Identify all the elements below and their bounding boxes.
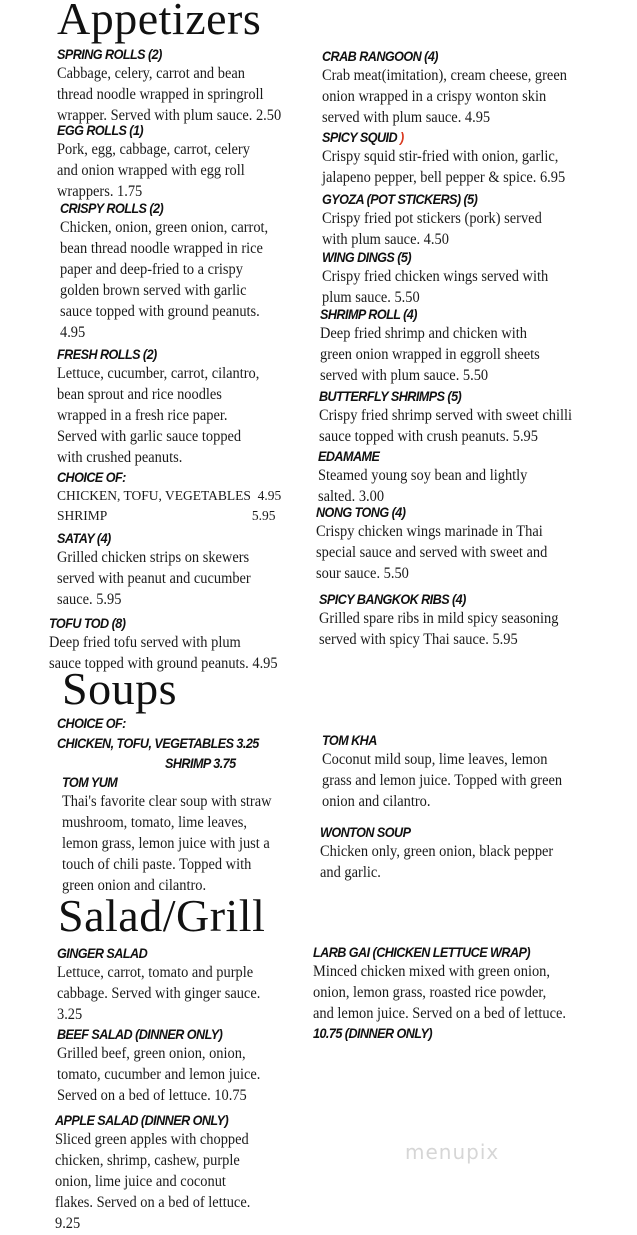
menu-item-description: 4.95 xyxy=(60,324,86,341)
menu-item-description: Grilled beef, green onion, onion, xyxy=(57,1045,246,1062)
menu-item xyxy=(62,773,287,896)
menu-item-name: CRAB RANGOON (4) xyxy=(322,48,438,64)
menu-item-name: WING DINGS (5) xyxy=(322,249,412,265)
menu-item-description: onion and cilantro. xyxy=(322,793,431,810)
menu-item-description: Steamed young soy bean and lightly xyxy=(318,467,528,484)
menu-item xyxy=(318,447,543,507)
menu-item xyxy=(322,47,585,128)
menu-item-description: paper and deep-fried to a crispy xyxy=(60,261,243,278)
menu-item-description: Chicken, onion, green onion, carrot, xyxy=(60,219,269,236)
menu-item-description: wrappers. 1.75 xyxy=(57,183,143,200)
section-title-salad-grill: Salad/Grill xyxy=(58,890,266,941)
menu-option-price: CHICKEN, TOFU, VEGETABLES 4.95 xyxy=(57,488,282,503)
menu-item-description: onion, lime juice and coconut xyxy=(55,1173,226,1190)
menu-item-name: GYOZA (POT STICKERS) (5) xyxy=(322,191,478,207)
menu-item xyxy=(320,305,556,386)
menu-item-description: Deep fried tofu served with plum xyxy=(49,634,241,651)
menu-item-description: lemon grass, lemon juice with just a xyxy=(62,835,270,852)
menu-item-name: SPICY BANGKOK RIBS (4) xyxy=(319,591,466,607)
menu-item-name: LARB GAI (CHICKEN LETTUCE WRAP) xyxy=(313,944,531,960)
menu-item-name: BUTTERFLY SHRIMPS (5) xyxy=(319,388,462,404)
menu-item-price: 10.75 (DINNER ONLY) xyxy=(313,1025,433,1041)
menu-item-description: cabbage. Served with ginger sauce. xyxy=(57,985,261,1002)
menu-item-description: mushroom, tomato, lime leaves, xyxy=(62,814,247,831)
menu-item-description: chicken, shrimp, cashew, purple xyxy=(55,1152,240,1169)
menu-item xyxy=(319,590,576,650)
menu-item-description: Crispy fried shrimp served with sweet chilli xyxy=(319,407,573,424)
menu-item xyxy=(322,731,580,812)
menu-item-name: CHOICE OF: xyxy=(57,715,126,731)
menu-item-description: Crispy fried pot stickers (pork) served xyxy=(322,210,542,227)
menu-item-name: EGG ROLLS (1) xyxy=(57,122,144,138)
menu-item-name: CHOICE OF: xyxy=(57,469,126,485)
menu-item-description: Served with garlic sauce topped xyxy=(57,428,242,445)
menu-item-description: thread noodle wrapped in springroll xyxy=(57,86,264,103)
menu-option-price: CHICKEN, TOFU, VEGETABLES 3.25 xyxy=(57,735,259,751)
menu-item xyxy=(322,248,565,308)
menu-item-name: TOM YUM xyxy=(62,774,118,790)
menu-item-description: onion, lemon grass, roasted rice powder, xyxy=(313,984,547,1001)
menu-item xyxy=(57,529,265,610)
menu-item-description: served with spicy Thai sauce. 5.95 xyxy=(319,631,518,648)
menu-item-description: 9.25 xyxy=(55,1215,81,1232)
menu-item-name: EDAMAME xyxy=(318,448,380,464)
menu-item xyxy=(57,45,298,126)
menu-item-description: Minced chicken mixed with green onion, xyxy=(313,963,550,980)
menu-item-name: FRESH ROLLS (2) xyxy=(57,346,157,362)
menu-item-description: and onion wrapped with egg roll xyxy=(57,162,245,179)
menu-item-description: special sauce and served with sweet and xyxy=(316,544,548,561)
menu-item-name: SPRING ROLLS (2) xyxy=(57,46,162,62)
menu-item-description: onion wrapped in a crispy wonton skin xyxy=(322,88,547,105)
menu-item-description: served with peanut and cucumber xyxy=(57,570,251,587)
menu-item-name: WONTON SOUP xyxy=(320,824,411,840)
menu-item-description: Cabbage, celery, carrot and bean xyxy=(57,65,245,82)
watermark-logo: menupix xyxy=(405,1140,500,1164)
menu-item xyxy=(57,468,281,526)
menu-item-name: GINGER SALAD xyxy=(57,945,148,961)
menu-item-description: Grilled chicken strips on skewers xyxy=(57,549,250,566)
menu-item-description: jalapeno pepper, bell pepper & spice. 6.95 xyxy=(322,169,566,186)
menu-item-description: wrapped in a fresh rice paper. xyxy=(57,407,228,424)
menu-item xyxy=(57,944,276,1025)
menu-item-description: sauce. 5.95 xyxy=(57,591,122,608)
menu-item-description: wrapper. Served with plum sauce. 2.50 xyxy=(57,107,282,124)
menu-item-description: served with plum sauce. 5.50 xyxy=(320,367,489,384)
menu-item-description: plum sauce. 5.50 xyxy=(322,289,420,306)
menu-item xyxy=(57,714,281,772)
menu-item-name: SATAY (4) xyxy=(57,530,111,546)
menu-item xyxy=(55,1111,265,1234)
menu-item-description: Crispy chicken wings marinade in Thai xyxy=(316,523,543,540)
menu-item-name: SPICY SQUID ) xyxy=(322,129,404,145)
menu-item-description: bean sprout and rice noodles xyxy=(57,386,222,403)
menu-item-description: Deep fried shrimp and chicken with xyxy=(320,325,527,342)
menu-item-name: CRISPY ROLLS (2) xyxy=(60,200,164,216)
menu-item-description: Pork, egg, cabbage, carrot, celery xyxy=(57,141,250,158)
menu-item-description: Sliced green apples with chopped xyxy=(55,1131,249,1148)
menu-item-description: sour sauce. 5.50 xyxy=(316,565,409,582)
section-title-soups: Soups xyxy=(62,663,177,714)
menu-item xyxy=(320,823,571,883)
menu-item-description: green onion wrapped in eggroll sheets xyxy=(320,346,540,363)
menu-item-description: Chicken only, green onion, black pepper xyxy=(320,843,554,860)
menu-item-name: APPLE SALAD (DINNER ONLY) xyxy=(55,1112,229,1128)
menu-item-description: and garlic. xyxy=(320,864,381,881)
menu-item xyxy=(316,503,565,584)
menu-item xyxy=(322,190,558,250)
menu-item-description: Lettuce, carrot, tomato and purple xyxy=(57,964,254,981)
menu-item-description: Crispy squid stir-fried with onion, garlic, xyxy=(322,148,559,165)
menu-item-description: salted. 3.00 xyxy=(318,488,385,505)
menu-item xyxy=(60,199,284,343)
menu-item xyxy=(57,121,264,202)
menu-item-description: tomato, cucumber and lemon juice. xyxy=(57,1066,261,1083)
menu-item-name: NONG TONG (4) xyxy=(316,504,406,520)
menu-item-description: 3.25 xyxy=(57,1006,83,1023)
menu-item-name: TOM KHA xyxy=(322,732,377,748)
menu-item-description: grass and lemon juice. Topped with green xyxy=(322,772,563,789)
menu-item-description: Grilled spare ribs in mild spicy seasoning xyxy=(319,610,559,627)
menu-item-description: Crispy fried chicken wings served with xyxy=(322,268,549,285)
menu-item-description: sauce topped with crush peanuts. 5.95 xyxy=(319,428,538,445)
menu-item xyxy=(313,943,585,1042)
menu-item-description: with plum sauce. 4.50 xyxy=(322,231,449,248)
menu-item-description: served with plum sauce. 4.95 xyxy=(322,109,491,126)
menu-item xyxy=(57,1025,276,1106)
menu-item-description: green onion and cilantro. xyxy=(62,877,207,894)
menu-item-description: golden brown served with garlic xyxy=(60,282,247,299)
menu-option-price: SHRIMP 5.95 xyxy=(57,508,276,523)
menu-item-name: TOFU TOD (8) xyxy=(49,615,126,631)
menu-item xyxy=(319,387,591,447)
chili-pepper-icon: ) xyxy=(397,129,404,145)
menu-item-description: Lettuce, cucumber, carrot, cilantro, xyxy=(57,365,260,382)
menu-item xyxy=(49,614,295,674)
menu-item-description: bean thread noodle wrapped in rice xyxy=(60,240,263,257)
menu-item-description: and lemon juice. Served on a bed of lettuce. xyxy=(313,1005,566,1022)
menu-option-price: SHRIMP 3.75 xyxy=(165,755,236,771)
menu-item-description: sauce topped with ground peanuts. xyxy=(60,303,260,320)
menu-item xyxy=(57,345,275,468)
menu-item-name: SHRIMP ROLL (4) xyxy=(320,306,417,322)
menu-item-description: sauce topped with ground peanuts. 4.95 xyxy=(49,655,278,672)
section-title-appetizers: Appetizers xyxy=(57,0,262,44)
menu-item-name: BEEF SALAD (DINNER ONLY) xyxy=(57,1026,223,1042)
menu-item-description: Coconut mild soup, lime leaves, lemon xyxy=(322,751,548,768)
menu-item-description: touch of chili paste. Topped with xyxy=(62,856,252,873)
menu-item-description: Thai's favorite clear soup with straw xyxy=(62,793,272,810)
menu-item xyxy=(322,128,584,188)
menu-item-description: Crab meat(imitation), cream cheese, green xyxy=(322,67,567,84)
menu-item-description: flakes. Served on a bed of lettuce. xyxy=(55,1194,251,1211)
menu-item-description: with crushed peanuts. xyxy=(57,449,183,466)
menu-item-description: Served on a bed of lettuce. 10.75 xyxy=(57,1087,247,1104)
